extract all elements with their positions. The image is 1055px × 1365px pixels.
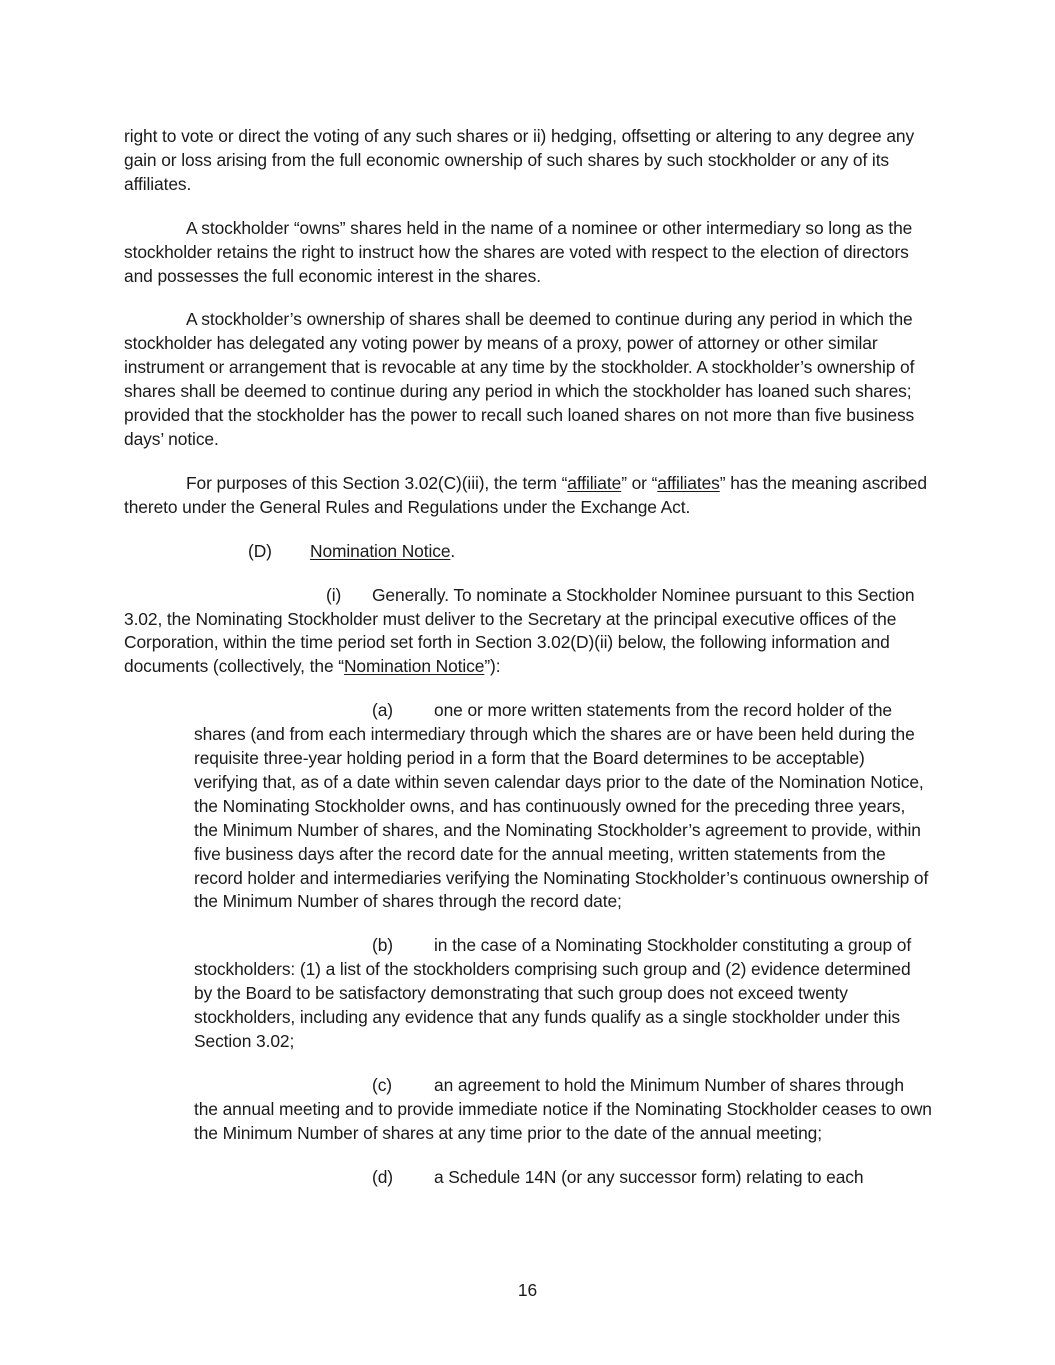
paragraph-affiliate-definition (124, 472, 932, 520)
paragraph-ownership-continuation: A stockholder’s ownership of shares shall be deemed to continue during any period in which the stockholder has delegated any voting power by means of a proxy, power of attorney or other similar instrument or arrangement that is revocable at any time by the stockholder. A stockholder’s ownership of shares shall be deemed to continue during any period in which the stockholder has loaned such shares; provided that the stockholder has the power to recall such loaned shares on not more than five business days’ notice. (124, 309, 915, 449)
section-title-nomination-notice: Nomination Notice (310, 540, 451, 561)
subsection-i-text: Generally. To nominate a Stockholder Nominee pursuant to this Section 3.02, the Nominating Stockholder must deliver to the Secretary at the principal executive offices of the Corporation, within the time period set forth in Section 3.02(D)(ii) below, the following information and documents (collectively, the “ (124, 584, 915, 677)
item-text-d: a Schedule 14N (or any successor form) relating to each (434, 1166, 864, 1187)
item-label-a: (a) (372, 700, 393, 721)
defined-term-nomination-notice: Nomination Notice (343, 656, 485, 677)
affiliate-mid: ” or “ (621, 472, 658, 493)
affiliate-tail: ” has the meaning ascribed thereto under the General Rules and Regulations under the Exchange Act. (124, 472, 927, 517)
item-text-b: in the case of a Nominating Stockholder constituting a group of stockholders: (1) a list of the stockholders comprising such group and (2) evidence determined by the Board to be satisfactory demonstrating that such group does not exceed twenty stockholders, including any evidence that any funds qualify as a single stockholder under this Section 3.02; (194, 935, 912, 1051)
page-number: 16 (517, 1280, 538, 1300)
item-label-b: (b) (372, 935, 393, 956)
section-title-period: . (450, 540, 456, 561)
item-label-d: (d) (372, 1166, 393, 1187)
item-text-c: an agreement to hold the Minimum Number of shares through the annual meeting and to provide immediate notice if the Nominating Stockholder ceases to own the Minimum Number of shares at any time prior to the date of the annual meeting; (194, 1074, 932, 1143)
defined-term-affiliates: affiliates (657, 472, 720, 493)
subsection-i-generally (124, 584, 932, 680)
paragraph-continued: right to vote or direct the voting of any such shares or ii) hedging, offsetting or altering to any degree any gain or loss arising from the full economic ownership of such shares by such stockholder or any of its affiliates. (124, 126, 915, 194)
item-text-a: one or more written statements from the record holder of the shares (and from each intermediary through which the shares are or have been held during the requisite three-year holding period in a form that the Board determines to be acceptable) verifying that, as of a date within seven calendar days prior to the date of the Nomination Notice, the Nominating Stockholder owns, and has continuously owned for the preceding three years, the Minimum Number of shares, and the Nominating Stockholder’s agreement to provide, within five business days after the record date for the annual meeting, written statements from the record holder and intermediaries verifying the Nominating Stockholder’s continuous ownership of the Minimum Number of shares through the record date; (194, 700, 929, 912)
list-item-b (194, 934, 932, 1054)
section-heading-d (124, 540, 932, 564)
list-item-c (194, 1074, 932, 1146)
section-number-d: (D) (248, 540, 272, 561)
list-item-a (194, 699, 932, 914)
document-page (124, 125, 932, 1190)
defined-term-affiliate: affiliate (567, 472, 622, 493)
affiliate-lead: For purposes of this Section 3.02(C)(iii), the term “ (186, 472, 568, 493)
paragraph-owns-definition: A stockholder “owns” shares held in the name of a nominee or other intermediary so long as the stockholder retains the right to instruct how the shares are voted with respect to the election of directors and possesses the full economic interest in the shares. (124, 217, 913, 286)
item-label-c: (c) (372, 1074, 392, 1095)
list-item-d (194, 1166, 932, 1190)
subsection-number-i: (i) (326, 584, 342, 605)
subsection-i-tail: ”): (484, 656, 501, 677)
